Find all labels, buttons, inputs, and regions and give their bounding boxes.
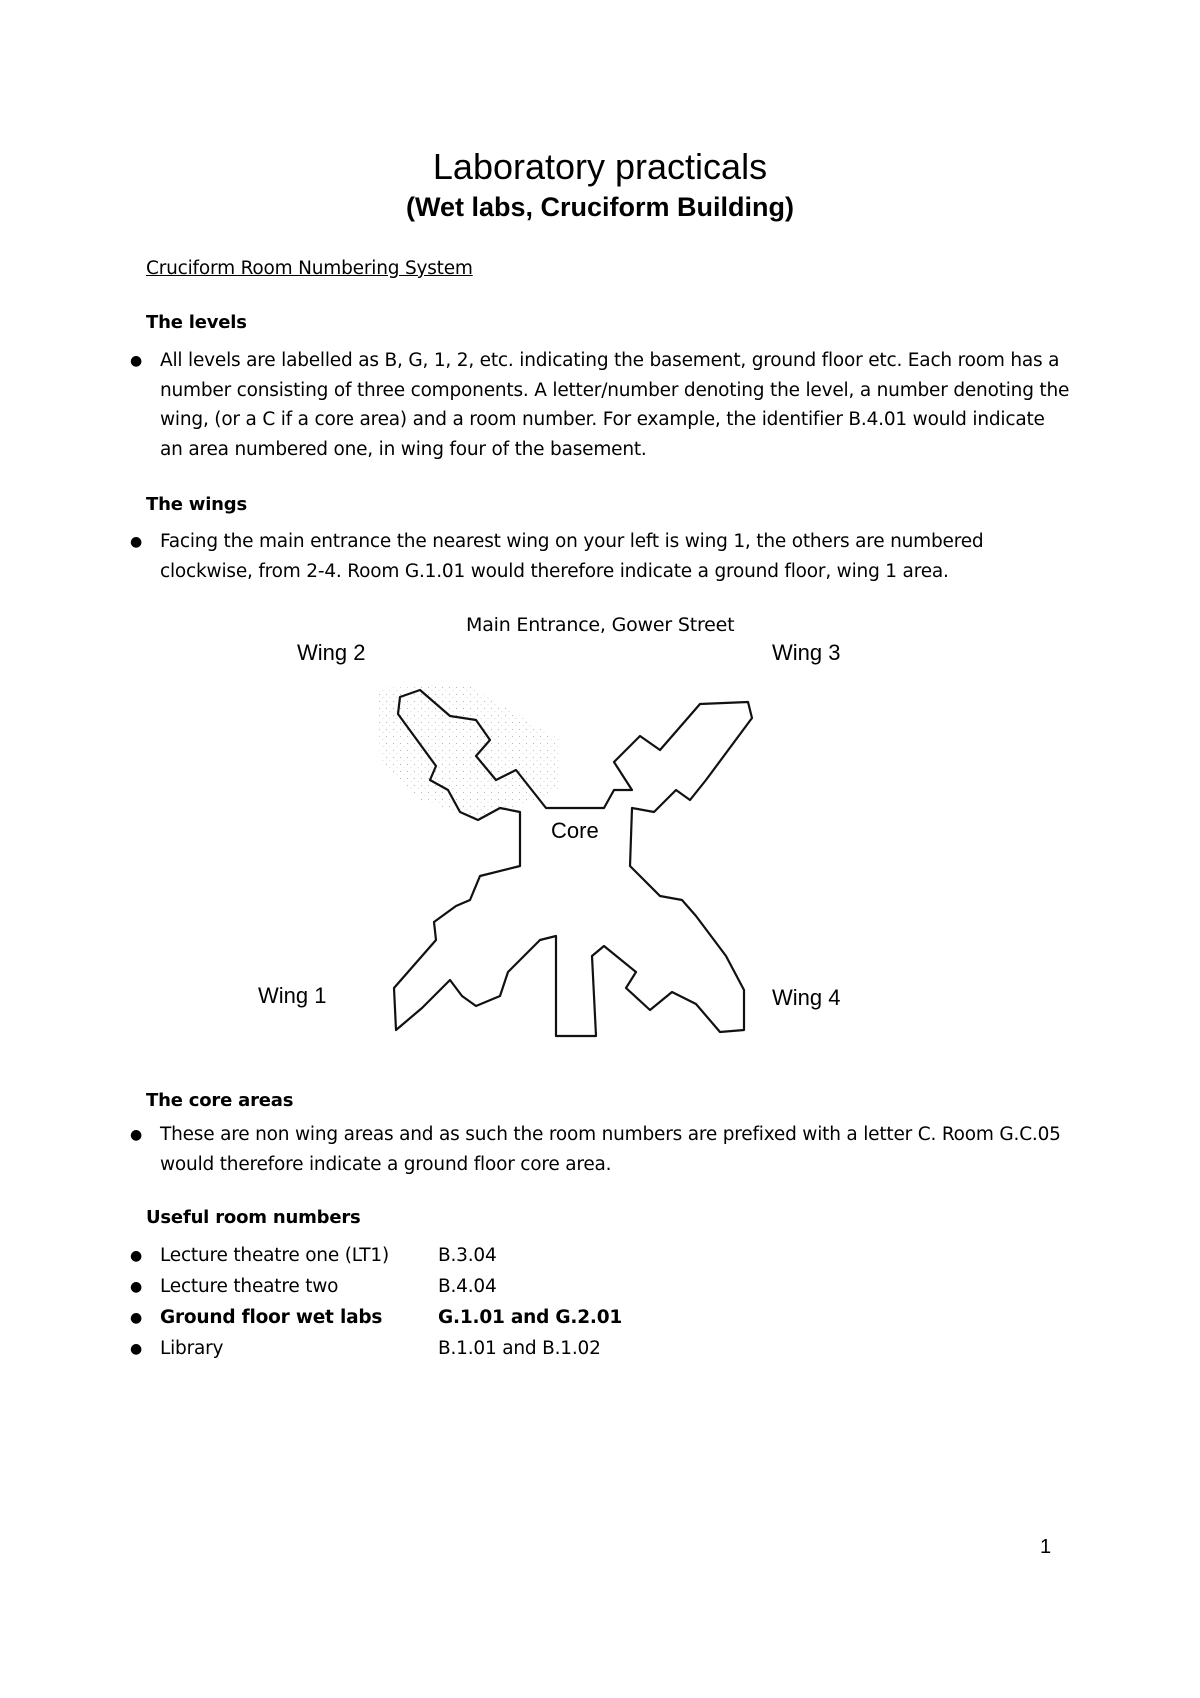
- core-areas-bullet-text: These are non wing areas and as such the room numbers are prefixed with a letter C. Room G.C.05 would therefore indicate a ground floor core area.: [160, 1124, 1061, 1175]
- room-name: Ground floor wet labs: [160, 1307, 383, 1328]
- room-name: Library: [160, 1338, 224, 1359]
- wing-2-label: Wing 2: [297, 640, 366, 665]
- wings-bullet-text: Facing the main entrance the nearest wing on your left is wing 1, the others are numbered clockwise, from 2-4. Room G.1.01 would therefore indicate a ground floor, wing 1 area.: [160, 531, 984, 582]
- room-code: B.4.04: [438, 1276, 497, 1297]
- room-row: [130, 1334, 830, 1364]
- wings-heading: The wings: [146, 494, 247, 515]
- wing-1-label: Wing 1: [258, 983, 327, 1008]
- room-name: Lecture theatre two: [160, 1276, 339, 1297]
- core-areas-heading: The core areas: [146, 1090, 294, 1111]
- bullet-icon: ●: [130, 1248, 143, 1264]
- page-title: Laboratory practicals: [432, 146, 768, 187]
- bullet-icon: ●: [130, 534, 143, 550]
- wing-4-label: Wing 4: [772, 985, 841, 1010]
- main-entrance-label: Main Entrance, Gower Street: [466, 614, 735, 636]
- room-code: B.3.04: [438, 1245, 497, 1266]
- levels-heading: The levels: [146, 312, 247, 333]
- room-row: [130, 1272, 830, 1302]
- room-name: Lecture theatre one (LT1): [160, 1245, 389, 1266]
- section-heading: Cruciform Room Numbering System: [146, 258, 473, 279]
- useful-rooms-heading: Useful room numbers: [146, 1207, 361, 1228]
- room-code: G.1.01 and G.2.01: [438, 1307, 623, 1328]
- wing-2-shading: [378, 686, 560, 820]
- page-number: 1: [1040, 1536, 1052, 1558]
- page-subtitle: (Wet labs, Cruciform Building): [405, 192, 794, 222]
- room-row: [130, 1303, 830, 1333]
- room-row: [130, 1241, 830, 1271]
- bullet-icon: ●: [130, 1127, 143, 1143]
- bullet-icon: ●: [130, 353, 143, 369]
- bullet-icon: ●: [130, 1341, 143, 1357]
- levels-bullet-text: All levels are labelled as B, G, 1, 2, etc. indicating the basement, ground floor etc. Each room has a number consisting of three components. A letter/number denoting the level, a number denoting the wing, (or a C if a core area) and a room number. For example, the identifier B.4.01 would indicate an area numbered one, in wing four of the basement.: [160, 350, 1070, 460]
- room-code: B.1.01 and B.1.02: [438, 1338, 601, 1359]
- bullet-icon: ●: [130, 1279, 143, 1295]
- wing-3-label: Wing 3: [772, 640, 841, 665]
- core-label: Core: [551, 818, 599, 843]
- bullet-icon: ●: [130, 1310, 143, 1326]
- core-areas-bullet-item: [130, 1120, 1070, 1180]
